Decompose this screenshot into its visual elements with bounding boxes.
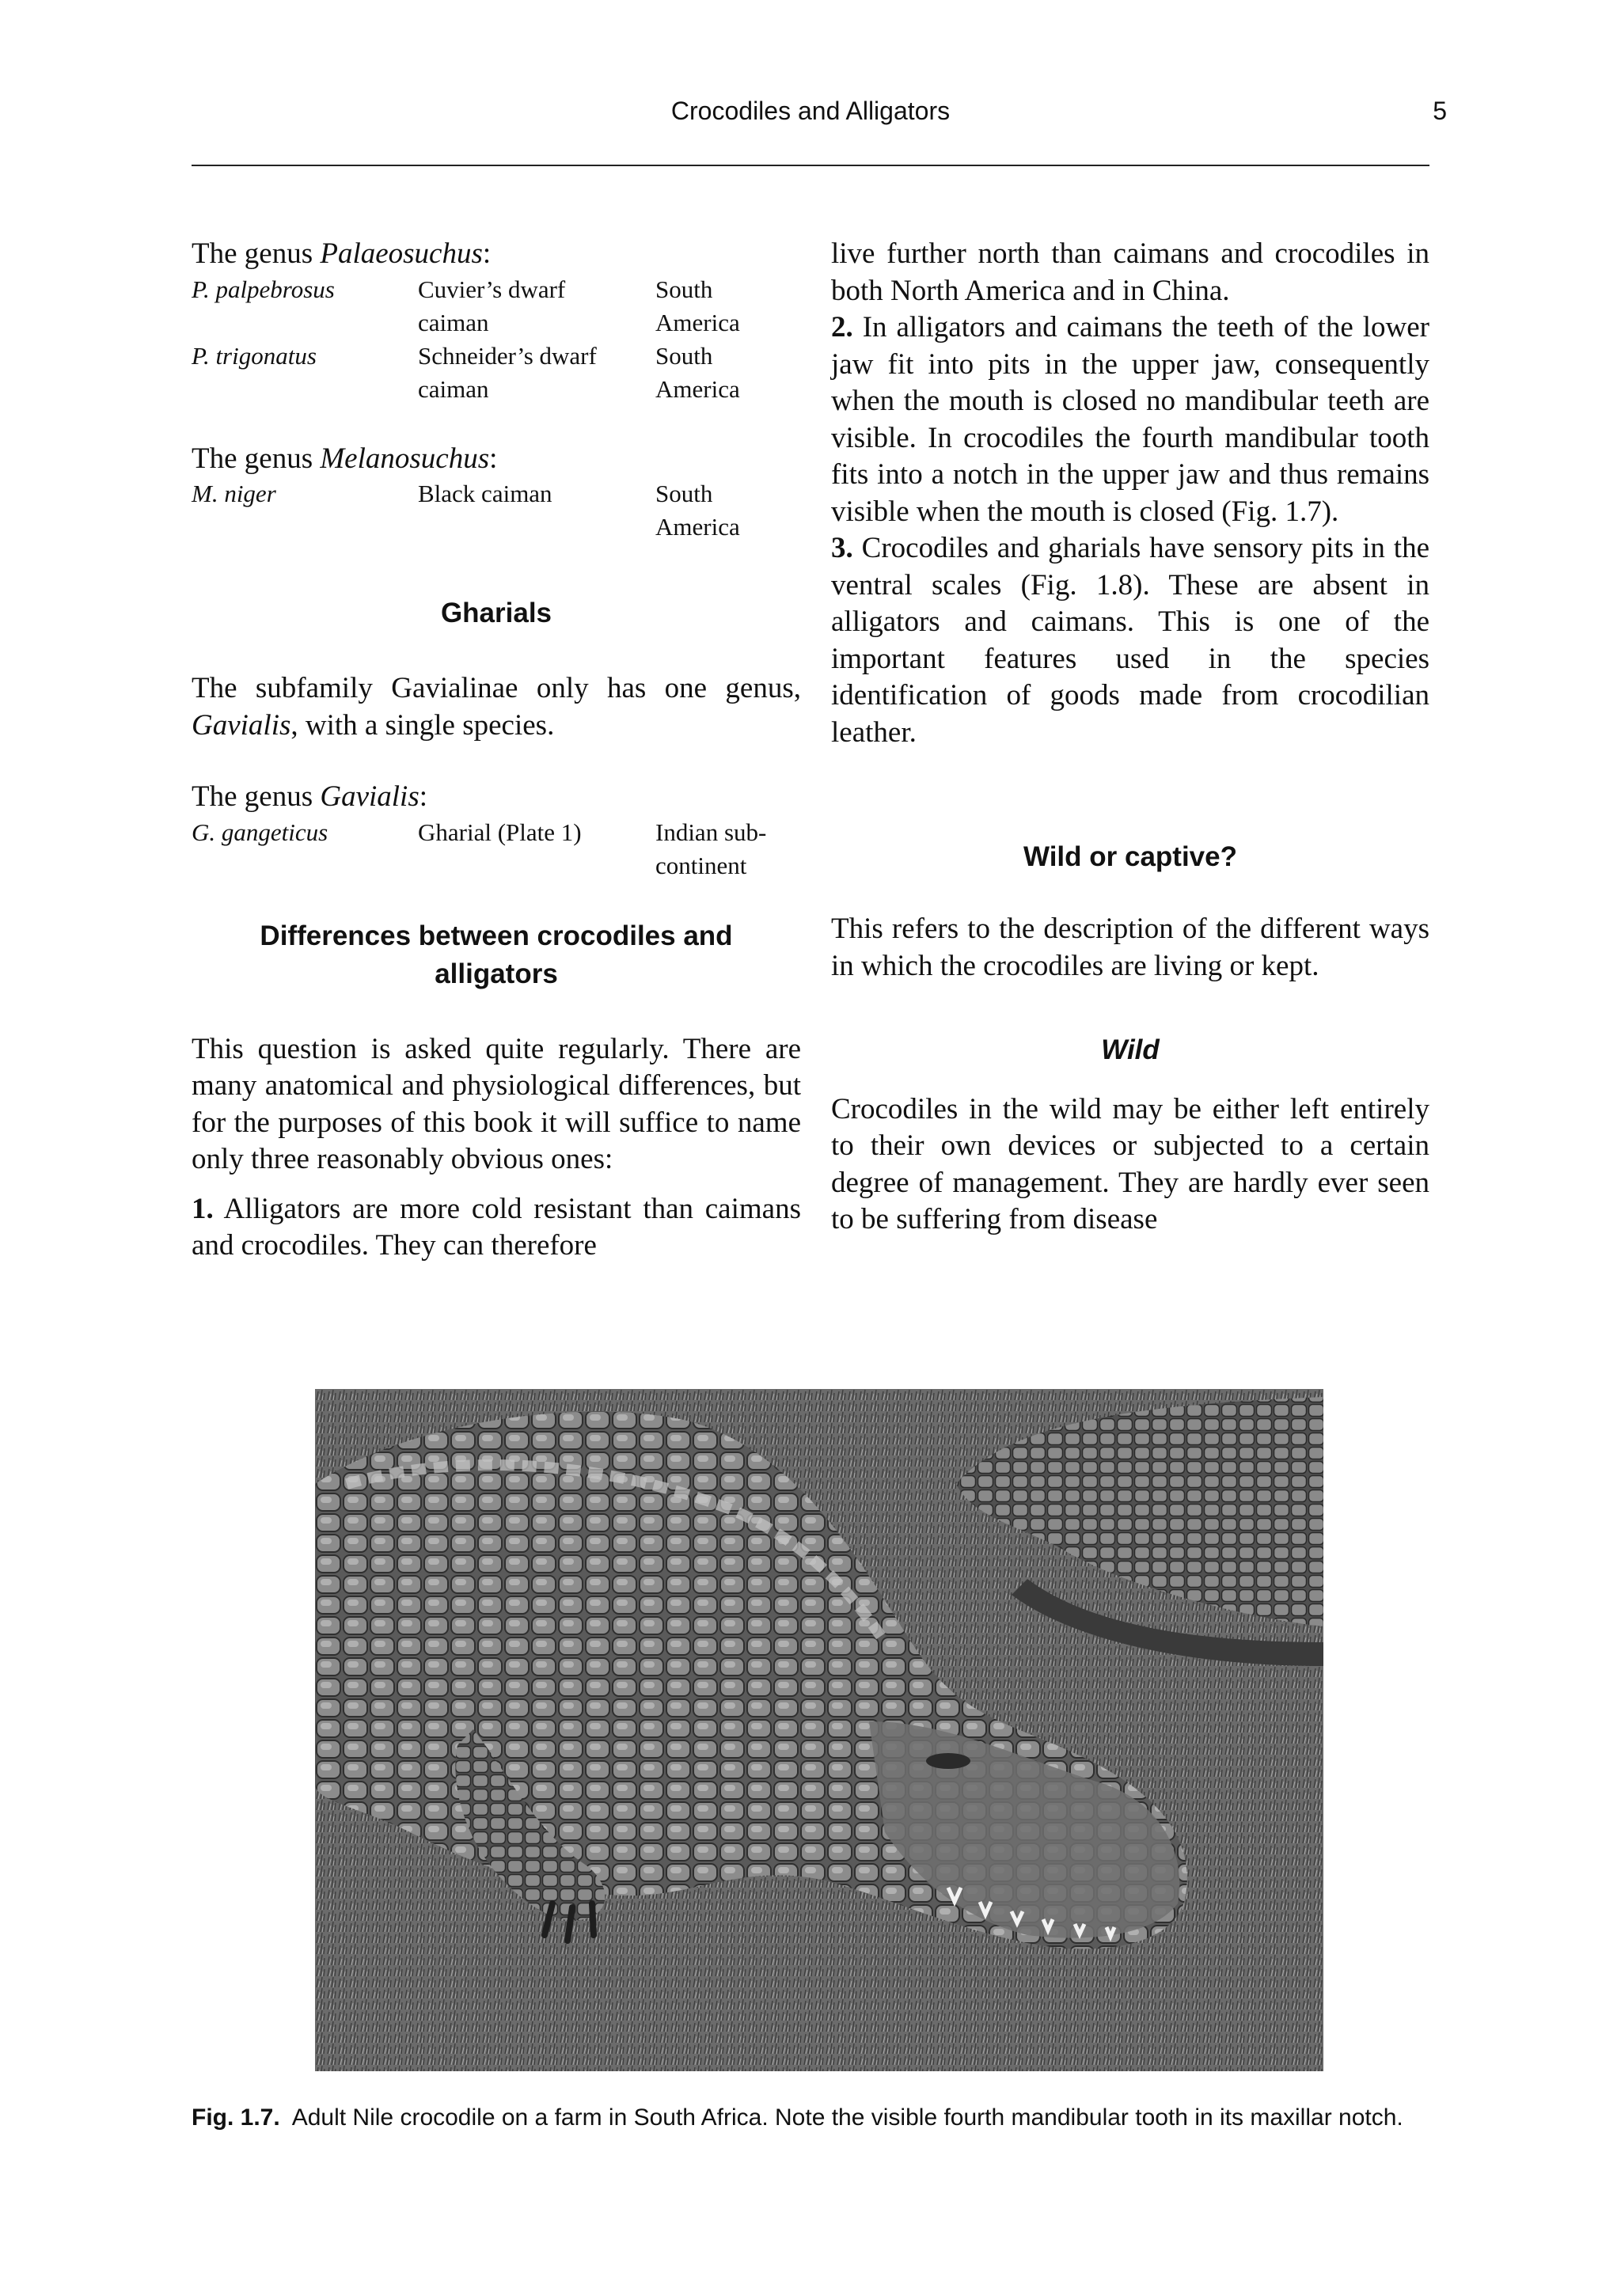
range: South America [655,341,740,403]
range: South America [655,480,740,541]
palaeosuchus-species-table [192,273,774,406]
species-name: P. palpebrosus [192,275,335,303]
table-row [192,273,774,340]
figure-label: Fig. 1.7. [192,2104,280,2131]
crocodile-photo [315,1389,1323,2071]
common-name: Schneider’s dwarf caiman [418,341,597,403]
section-heading-wild-or-captive: Wild or captive? [1023,841,1237,872]
common-name: Gharial (Plate 1) [418,818,582,846]
table-row [192,340,774,406]
point-3-paragraph: 3. Crocodiles and gharials have sensory pits in the ventral scales (Fig. 1.8). These are absent in alligators and caimans. This is one of the important features used in the species identification of goods made from crocodilian leather. [831,532,1429,749]
genus-gavialis-label: The genus Gavialis: [192,780,428,813]
table-row [192,816,774,882]
point-1-continued: live further north than caimans and crocodiles in both North America and in China. [831,237,1429,307]
species-name: P. trigonatus [192,341,317,370]
table-row [192,477,774,544]
point-1-paragraph: 1. Alligators are more cold resistant than caimans and crocodiles. They can therefore [192,1192,801,1262]
common-name: Cuvier’s dwarf caiman [418,275,566,336]
common-name: Black caiman [418,480,552,507]
gavialis-species-table [192,816,774,882]
running-header: Crocodiles and Alligators [670,97,951,125]
range: South America [655,275,740,336]
melanosuchus-species-table [192,477,774,544]
wild-captive-paragraph: This refers to the description of the different ways in which the crocodiles are living or kept. [831,913,1429,982]
left-column [192,236,801,1265]
species-name: G. gangeticus [192,818,328,846]
point-2-paragraph: 2. In alligators and caimans the teeth of the lower jaw fit into pits in the upper jaw, consequently when the mouth is closed no mandibular teeth are visible. In crocodiles the fourth mandibular tooth fits into a notch in the upper jaw and thus remains visible when the mouth is closed (Fig. 1.7). [831,311,1429,528]
figure-caption [192,2101,1429,2135]
gharials-paragraph: The subfamily Gavialinae only has one genus, Gavialis, with a single species. [192,672,801,742]
differences-paragraph: This question is asked quite regularly. There are many anatomical and physiological differences, but for the purposes of this book it will suffice to name only three reasonably obvious ones: [192,1032,801,1175]
range: Indian sub- continent [655,818,767,879]
genus-palaeosuchus-label: The genus Palaeosuchus: [192,237,492,270]
genus-melanosuchus-label: The genus Melanosuchus: [192,442,498,475]
right-column [831,236,1429,1239]
page-number: 5 [1433,97,1447,125]
header-rule [192,165,1429,166]
section-heading-differences: Differences between crocodiles and alligators [260,920,733,989]
section-heading-gharials: Gharials [440,598,552,628]
figure-caption-text: Adult Nile crocodile on a farm in South Africa. Note the visible fourth mandibular tooth in its maxillar notch. [291,2104,1403,2131]
species-name: M. niger [192,480,276,507]
crocodile-photo-illustration [315,1389,1323,2071]
wild-paragraph: Crocodiles in the wild may be either left entirely to their own devices or subjected to a certain degree of management. They are hardly ever seen to be suffering from disease [831,1092,1429,1235]
subheading-wild: Wild [1101,1034,1160,1065]
